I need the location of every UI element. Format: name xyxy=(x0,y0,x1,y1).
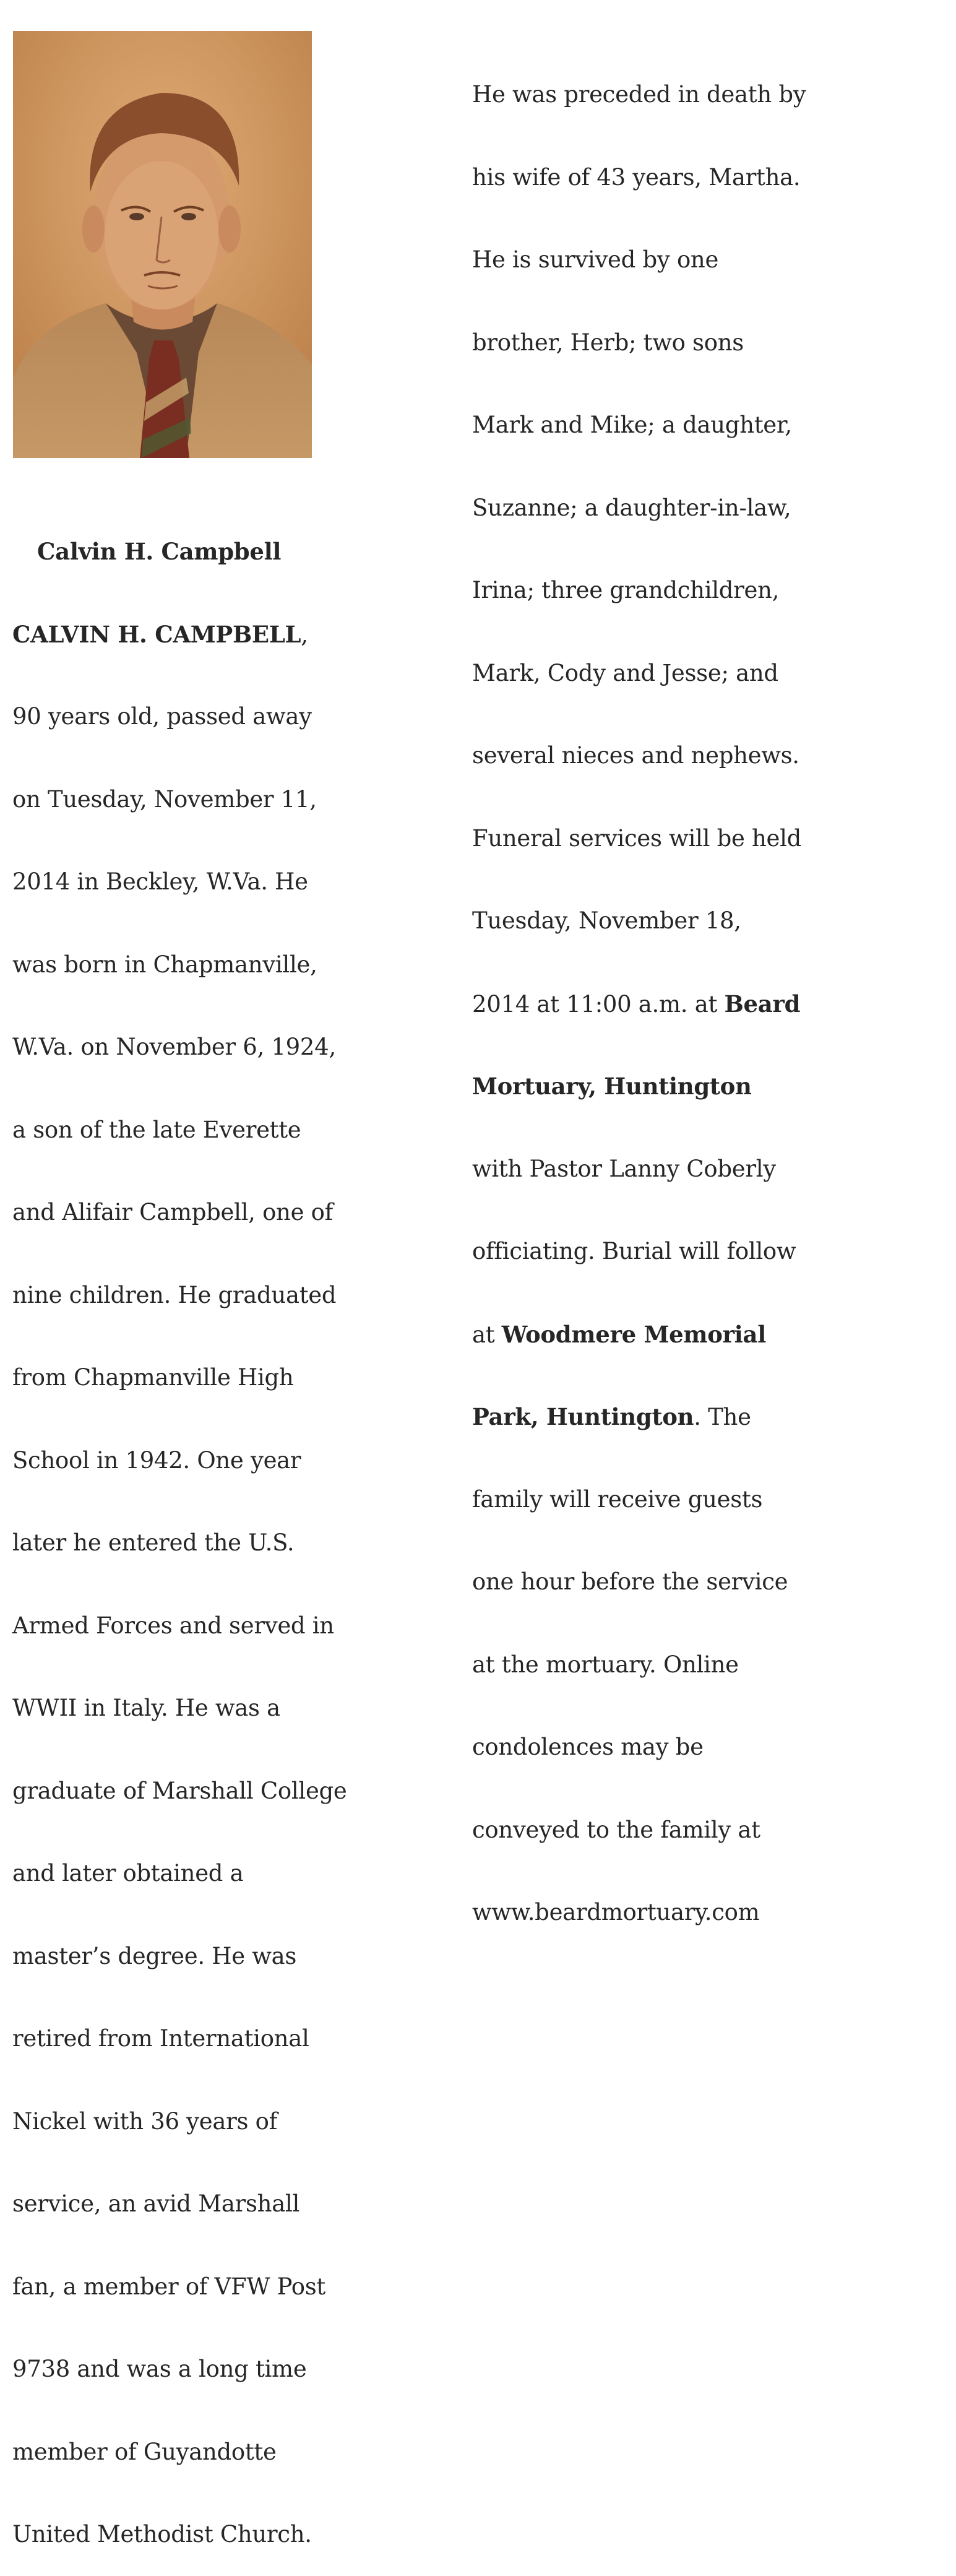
text-line: was born in Chapmanville, xyxy=(12,951,317,978)
text-line: He is survived by one xyxy=(472,246,719,273)
cemetery-location: Park, Huntington xyxy=(472,1403,694,1430)
text-line: family will receive guests xyxy=(472,1485,763,1513)
text-line: service, an avid Marshall xyxy=(12,2190,300,2217)
text-line: his wife of 43 years, Martha. xyxy=(472,163,801,191)
text-line xyxy=(472,1403,806,1431)
text-line: conveyed to the family at xyxy=(472,1816,760,1843)
text-line: officiating. Burial will follow xyxy=(472,1238,796,1264)
burial-prefix: at xyxy=(472,1321,502,1348)
obituary-right-column xyxy=(472,26,806,1954)
text-line: graduate of Marshall College xyxy=(12,1777,347,1804)
text-line: several nieces and nephews. xyxy=(472,742,799,769)
text-line: School in 1942. One year xyxy=(12,1446,301,1474)
text-line: on Tuesday, November 11, xyxy=(12,785,317,813)
text-line: from Chapmanville High xyxy=(12,1364,294,1391)
text-line: Funeral services will be held xyxy=(472,824,802,852)
text-line: WWII in Italy. He was a xyxy=(12,1695,280,1721)
text-line xyxy=(472,990,806,1018)
text-line: master’s degree. He was xyxy=(12,1942,297,1969)
text-line: Nickel with 36 years of xyxy=(12,2107,278,2135)
cemetery-name: Woodmere Memorial xyxy=(501,1320,766,1348)
obituary-heading: Calvin H. Campbell xyxy=(37,538,282,565)
mortuary-website: www.beardmortuary.com xyxy=(472,1899,760,1926)
text-line: a son of the late Everette xyxy=(12,1116,301,1143)
obituary-lead-line: CALVIN H. CAMPBELL, xyxy=(12,620,308,648)
text-line xyxy=(472,1321,806,1349)
text-line: later he entered the U.S. xyxy=(12,1529,295,1556)
text-line: Suzanne; a daughter-in-law, xyxy=(472,494,791,521)
service-time-text: 2014 at 11:00 a.m. at xyxy=(472,990,725,1018)
text-line: Mark and Mike; a daughter, xyxy=(472,412,792,438)
obituary-left-column xyxy=(12,483,347,2576)
portrait-photo xyxy=(13,31,312,458)
mortuary-location: Mortuary, Huntington xyxy=(472,1073,752,1100)
text-line: one hour before the service xyxy=(472,1568,788,1595)
mortuary-name: Beard xyxy=(724,990,801,1018)
text-line: brother, Herb; two sons xyxy=(472,329,744,356)
text-line: with Pastor Lanny Coberly xyxy=(472,1155,776,1182)
text-line: nine children. He graduated xyxy=(12,1281,337,1308)
text-line: United Methodist Church. xyxy=(12,2521,312,2548)
text-line: and later obtained a xyxy=(12,1860,244,1887)
text-line: Irina; three grandchildren, xyxy=(472,577,780,603)
text-line: Tuesday, November 18, xyxy=(472,907,741,934)
text-line: condolences may be xyxy=(472,1734,704,1760)
text-line: Mark, Cody and Jesse; and xyxy=(472,659,778,686)
text-line: He was preceded in death by xyxy=(472,81,806,108)
text-line: and Alifair Campbell, one of xyxy=(12,1199,334,1225)
burial-suffix: . The xyxy=(694,1404,751,1430)
portrait-photo-icon xyxy=(13,31,312,458)
text-line: W.Va. on November 6, 1924, xyxy=(12,1034,336,1060)
text-line: 2014 in Beckley, W.Va. He xyxy=(12,868,308,895)
text-line: retired from International xyxy=(12,2025,309,2052)
text-line: Armed Forces and served in xyxy=(12,1612,334,1639)
obituary-lead-name: CALVIN H. CAMPBELL xyxy=(12,620,301,648)
text-line: 9738 and was a long time xyxy=(12,2356,307,2382)
text-line: 90 years old, passed away xyxy=(12,703,312,730)
text-line: at the mortuary. Online xyxy=(472,1651,739,1678)
text-line: member of Guyandotte xyxy=(12,2438,277,2465)
text-line: fan, a member of VFW Post xyxy=(12,2273,325,2300)
